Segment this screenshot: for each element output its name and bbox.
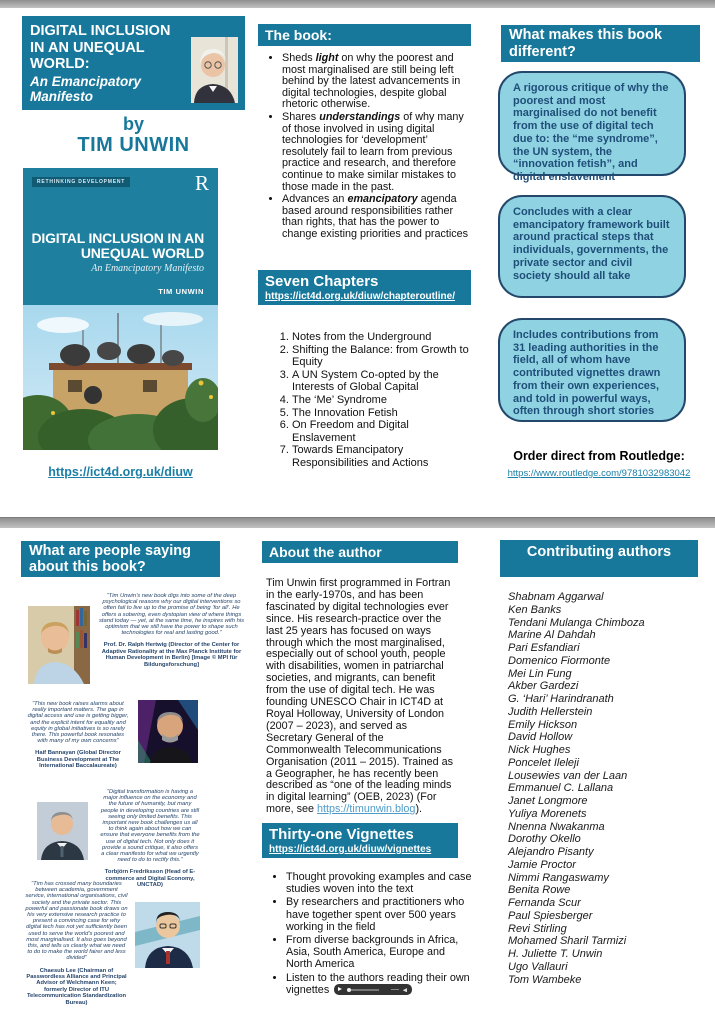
routledge-order-link[interactable]: https://www.routledge.com/9781032983042 bbox=[507, 468, 691, 479]
vignette-bullet-text: Listen to the authors reading their own vignettes bbox=[286, 971, 470, 996]
author-name: Marine Al Dahdah bbox=[508, 629, 596, 642]
contributing-authors-list bbox=[508, 591, 698, 986]
seven-chapters-title: Seven Chapters bbox=[265, 273, 379, 290]
book-cover bbox=[23, 168, 218, 450]
author-name: Yuliya Morenets bbox=[508, 807, 587, 820]
routledge-logo: R bbox=[194, 171, 209, 195]
book-website-link[interactable]: https://ict4d.org.uk/diuw bbox=[48, 465, 193, 479]
author-name: Tom Wambeke bbox=[508, 973, 582, 986]
author-name: Emmanuel C. Lallana bbox=[508, 782, 614, 795]
author-name: H. Juliette T. Unwin bbox=[508, 948, 603, 960]
book-bullet-list bbox=[258, 53, 471, 242]
author-name: Poncelet Ileleji bbox=[508, 756, 579, 769]
testimonial-attribution: Chaesub Lee (Chairman of Passwordless Alliance and Principal Advisor of Welchmann Keen; formerly Director of ITU Telecommunication Standardization Bureau) bbox=[26, 967, 127, 1006]
author-name: Akber Gardezi bbox=[508, 680, 579, 693]
author-name: Alejandro Pisanty bbox=[508, 846, 594, 858]
author-name: Domenico Fiormonte bbox=[508, 654, 611, 667]
vignettes-link[interactable]: https://ict4d.org.uk/diuw/vignettes bbox=[269, 844, 432, 855]
play-icon[interactable] bbox=[338, 987, 342, 991]
about-author-text bbox=[266, 578, 456, 816]
author-name: Mei Lin Fung bbox=[508, 667, 572, 680]
cover-photo bbox=[23, 305, 218, 450]
contributing-authors-header: Contributing authors bbox=[500, 540, 698, 577]
chapter-outline-link[interactable]: https://ict4d.org.uk/diuw/chapteroutline/ bbox=[265, 291, 456, 302]
audio-progress-bar[interactable] bbox=[347, 989, 379, 991]
author-name: Revi Stirling bbox=[508, 922, 567, 935]
differentiator-box: A rigorous critique of why the poorest and most marginalised do not benefit from the use of digital tech due to: the “me syndrome”, the UN system, the “innovation fetish”, and digital enslavement bbox=[498, 71, 686, 176]
author-name: Jamie Proctor bbox=[508, 858, 576, 871]
testimonial-attribution: Prof. Dr. Ralph Hertwig (Director of the Center for Adaptive Rationality at the Max Planck Institute for Human Development in Berlin) [Image © MPI für Bildungsforschung] bbox=[101, 642, 242, 668]
chapter-list bbox=[258, 331, 471, 470]
chapter-item: 5. The Innovation Fetish bbox=[292, 407, 471, 420]
author-name: Benita Rowe bbox=[508, 884, 571, 897]
author-name: Mohamed Sharil Tarmizi bbox=[508, 935, 627, 948]
reviewer-photo bbox=[135, 902, 200, 973]
chapter-item: 2. Shifting the Balance: from Growth to Equity bbox=[292, 344, 471, 369]
chapter-item: 1. Notes from the Underground bbox=[292, 331, 471, 344]
the-book-header: The book: bbox=[258, 24, 471, 46]
differentiator-box: Includes contributions from 31 leading authorities in the field, all of whom have contributed vignettes drawn from their own experiences, and told in powerful ways, often through short stories bbox=[498, 318, 686, 422]
testimonial bbox=[100, 789, 200, 889]
author-blog-link[interactable]: https://timunwin.blog bbox=[317, 803, 416, 816]
byline-by: by bbox=[122, 114, 144, 134]
testimonial-attribution: Torbjörn Fredriksson (Head of E-commerce and Digital Economy, UNCTAD) bbox=[104, 869, 196, 889]
book-bullet: • Shares understandings of why many of those involved in using digital technologies for ‘development’ resolutely fail to learn from previous practice and research, and therefore continue to make similar mistakes to those made in the past. bbox=[282, 112, 471, 193]
book-title-banner bbox=[22, 16, 245, 110]
cover-author: TIM UNWIN bbox=[158, 287, 204, 296]
vignette-bullet: • By researchers and practitioners who have together spent over 500 years working in the field bbox=[286, 896, 474, 933]
author-name: Ugo Vallauri bbox=[508, 960, 568, 973]
author-name: Shabnam Aggarwal bbox=[508, 591, 604, 603]
seven-chapters-header bbox=[258, 270, 471, 305]
testimonial-quote: “Tim Unwin’s new book digs into some of the deep psychological reasons why our digital interventions so often fail to live up to the promise of being ‘for all’. He offers a sobering, even dystopian view of where things stand today — yet, at the same time, he inspires with his optimism that we still have the power to shape such technologies for real and lasting good.” bbox=[99, 593, 244, 637]
author-name: Ken Banks bbox=[508, 603, 562, 616]
author-name: Emily Hickson bbox=[508, 718, 578, 731]
about-text-body: Tim Unwin first programmed in Fortran in the early-1970s, and has been fascinated by digital technologies ever since. His research-practice over the last 25 years has focused on ways through which the most marginalised, especially out of school youth, people with disabilities, women in patriarchal societies, and migrants, can benefit from the use of digital tech. He was founding UNESCO Chair in ICT4D at Royal Holloway, University of London (2007 – 2023), and served as Secretary General of the Commonwealth Telecommunications Organisation (2011 – 2015). Trained as a Geographer, he has recently been described as “one of the leading minds in digital learning” (OEB, 2023) (For more, see bbox=[266, 577, 454, 816]
order-label: Order direct from Routledge: bbox=[513, 449, 685, 463]
chapter-item: 3. A UN System Co-opted by the Interests of Global Capital bbox=[292, 369, 471, 394]
author-name: Paul Spiesberger bbox=[508, 909, 593, 922]
people-saying-header: What are people saying about this book? bbox=[21, 541, 220, 577]
book-website-link-wrap bbox=[23, 463, 218, 481]
author-name: Lousewies van der Laan bbox=[508, 769, 628, 782]
different-header: What makes this book different? bbox=[501, 25, 700, 62]
vignettes-title: Thirty-one Vignettes bbox=[269, 826, 414, 843]
author-name: Janet Longmore bbox=[508, 795, 588, 807]
testimonial-quote: “Digital transformation is having a major influence on the economy and the future of humanity, but many people in developing countries are still seeing only limited benefits. This important new book challenges us all to think again about how we can ensure that everyone benefits from the use of digital tech. Not only does it provide a sound critique, it also offers a clear manifesto for what we urgently need to do to rectify this.” bbox=[100, 789, 200, 864]
reviewer-photo bbox=[28, 606, 90, 689]
audio-player[interactable] bbox=[334, 984, 412, 995]
author-name: Nnenna Nwakanma bbox=[508, 820, 605, 833]
author-name: Judith Hellerstein bbox=[508, 705, 593, 718]
differentiator-box: Concludes with a clear emancipatory framework built around practical steps that individuals, governments, the private sector and civil society should all take bbox=[498, 195, 686, 298]
author-name: Dorothy Okello bbox=[508, 833, 581, 846]
testimonial bbox=[27, 701, 129, 770]
vignette-bullet bbox=[286, 972, 474, 996]
author-name: Fernanda Scur bbox=[508, 897, 581, 909]
chapter-item: 6. On Freedom and Digital Enslavement bbox=[292, 419, 471, 444]
testimonial-attribution: Haif Bannayan (Global Director Business Development at The International Baccalaureate) bbox=[35, 750, 121, 770]
reviewer-photo bbox=[37, 802, 88, 865]
author-name: Tendani Mulanga Chimboza bbox=[508, 616, 645, 629]
banner-title: DIGITAL INCLUSION IN AN UNEQUAL WORLD: bbox=[30, 23, 171, 72]
vignette-bullet: • Thought provoking examples and case studies woven into the text bbox=[286, 871, 474, 895]
volume-icon[interactable] bbox=[403, 988, 408, 993]
order-block bbox=[492, 449, 706, 481]
vignette-bullet-list bbox=[262, 871, 474, 997]
author-name: Nimmi Rangaswamy bbox=[508, 871, 609, 884]
chapter-item: 4. The ‘Me’ Syndrome bbox=[292, 394, 471, 407]
testimonial-quote: “Tim has crossed many boundaries between academia, government service, international organisations, civil society and the private sector. This powerful and passionate book draws on his very extensive research practice to present a convincing case for why digital tech has not yet sufficiently been used to serve the world’s poorest and most marginalised. It also goes beyond this, and tells us clearly what we need to do to make the world fairer and less divided” bbox=[25, 881, 128, 962]
about-text-tail: ). bbox=[415, 803, 423, 816]
author-name: David Hollow bbox=[508, 731, 573, 744]
vignettes-header bbox=[262, 823, 458, 858]
chapter-item: 7. Towards Emancipatory Responsibilities and Actions bbox=[292, 444, 471, 469]
page-edge-divider bbox=[0, 0, 715, 8]
book-bullet: • Advances an emancipatory agenda based around responsibilities rather than rights, that has the power to change existing priorities and practices bbox=[282, 194, 471, 240]
audio-progress-handle[interactable] bbox=[347, 988, 351, 992]
book-bullet: • Sheds light on why the poorest and most marginalised are still being left behind by the latest advancements in digital technologies, despite global rhetoric otherwise. bbox=[282, 53, 471, 111]
reviewer-photo bbox=[138, 700, 198, 768]
vignette-bullet: • From diverse backgrounds in Africa, Asia, South America, Europe and North America bbox=[286, 934, 474, 971]
cover-title: DIGITAL INCLUSION IN AN UNEQUAL WORLD bbox=[31, 230, 204, 261]
cover-series-label: RETHINKING DEVELOPMENT bbox=[32, 177, 130, 187]
about-author-header: About the author bbox=[262, 541, 458, 563]
author-name: Pari Esfandiari bbox=[508, 642, 580, 654]
testimonial bbox=[25, 881, 128, 1006]
banner-subtitle: An Emancipatory Manifesto bbox=[30, 73, 142, 104]
author-name: G. ‘Hari’ Harindranath bbox=[508, 693, 614, 705]
cover-subtitle: An Emancipatory Manifesto bbox=[91, 263, 204, 274]
author-name: Nick Hughes bbox=[508, 744, 571, 756]
author-photo bbox=[191, 37, 238, 103]
page-divider bbox=[0, 517, 715, 528]
testimonial-quote: “This new book raises alarms about really important matters. The gap in digital access and use is getting bigger, and the explicit intent for equality and equity in global initiatives is so rarely there. This powerful book resonates with many of my own concerns” bbox=[27, 701, 129, 745]
byline-author: TIM UNWIN bbox=[77, 134, 190, 156]
audio-time bbox=[391, 989, 399, 991]
testimonial bbox=[98, 593, 245, 668]
